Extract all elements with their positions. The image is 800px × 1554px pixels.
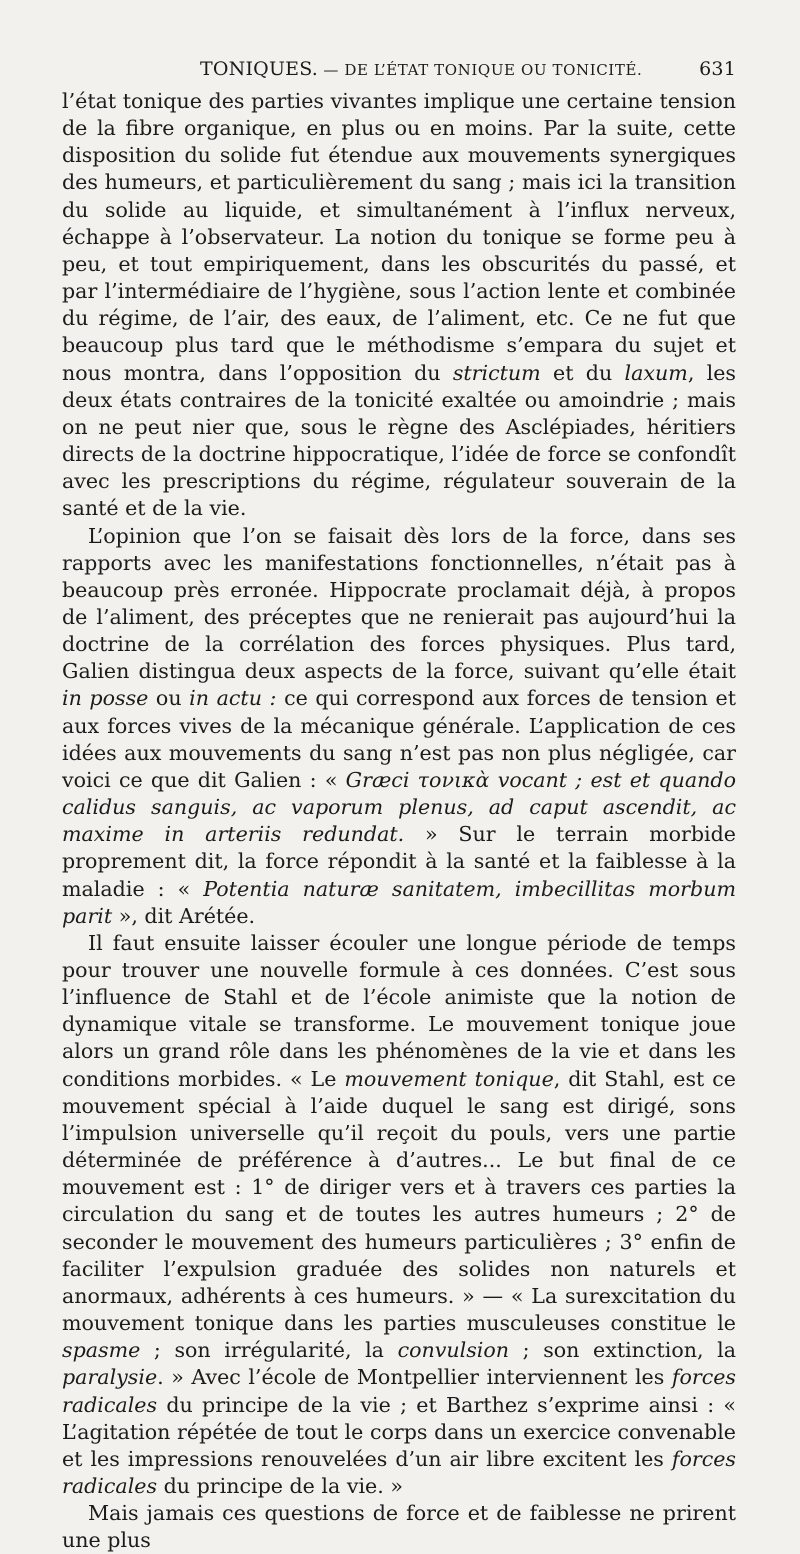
- running-title-subtitle: — DE L’ÉTAT TONIQUE OU TONICITÉ.: [318, 61, 643, 79]
- paragraph-2: [62, 523, 736, 930]
- text-run: ce qui correspond aux forces de tension et aux forces vives de la mécanique générale. L’application de ces idées aux mouvements du sang n’est pas non plus négligée, car voici ce que dit Galien : «: [62, 686, 736, 792]
- italic-run: in actu :: [189, 686, 277, 711]
- text-run: l’état tonique des parties vivantes implique une certaine tension de la fibre organique, en plus ou en moins. Par la suite, cette disposition du solide fut étendue aux mouvements synergiques des humeurs, et particulièrement du sang ; mais ici la transition du solide au liquide, et simultanément à l’influx nerveux, échappe à l’observateur. La notion du tonique se forme peu à peu, et tout empiriquement, dans les obscurités du passé, et par l’intermédiaire de l’hygiène, sous l’action lente et combinée du régime, de l’air, des eaux, de l’aliment, etc. Ce ne fut que beaucoup plus tard que le méthodisme s’empara du sujet et nous montra, dans l’opposition du: [62, 89, 736, 385]
- running-title: [200, 58, 642, 80]
- book-page: [62, 58, 736, 1554]
- text-run: » Sur le terrain morbide proprement dit, la force répondit à la santé et la faiblesse à la maladie : «: [62, 822, 736, 901]
- text-run: ; son extinction, la: [509, 1338, 737, 1363]
- text-run: du principe de la vie. »: [157, 1473, 403, 1498]
- paragraph-3: [62, 930, 736, 1500]
- text-run: », dit Arétée.: [112, 903, 256, 928]
- text-run: . » Avec l’école de Montpellier interviennent les: [157, 1365, 672, 1390]
- text-run: Mais jamais ces questions de force et de faiblesse ne prirent une plus: [62, 1501, 736, 1553]
- italic-run: in posse: [62, 686, 149, 711]
- italic-run: spasme: [62, 1338, 141, 1363]
- italic-run: forces radicales: [62, 1446, 736, 1498]
- text-run: L’opinion que l’on se faisait dès lors de la force, dans ses rapports avec les manifestations fonctionnelles, n’était pas à beaucoup près erronée. Hippocrate proclamait déjà, à propos de l’aliment, des préceptes que ne renierait pas aujourd’hui la doctrine de la corrélation des forces physiques. Plus tard, Galien distingua deux aspects de la force, suivant qu’elle était: [62, 523, 736, 684]
- text-run: Il faut ensuite laisser écouler une longue période de temps pour trouver une nouvelle formule à ces données. C’est sous l’influence de Stahl et de l’école animiste que la notion de dynamique vitale se transforme. Le mouvement tonique joue alors un grand rôle dans les phénomènes de la vie et dans les conditions morbides. « Le: [62, 930, 736, 1091]
- text-run: ou: [148, 686, 190, 711]
- italic-run: forces radicales: [62, 1365, 736, 1417]
- body-text: [62, 88, 736, 1554]
- paragraph-4: [62, 1500, 736, 1554]
- italic-run: convulsion: [397, 1338, 510, 1363]
- italic-run: Potentia naturæ sanitatem, imbecillitas morbum parit: [62, 876, 736, 928]
- text-run: ; son irrégularité, la: [140, 1338, 398, 1363]
- text-run: , dit Stahl, est ce mouvement spécial à l’aide duquel le sang est dirigé, sons l’impulsion universelle qu’il reçoit du pouls, vers une partie déterminée de préférence à d’autres... Le but final de ce mouvement est : 1° de diriger vers et à travers ces parties la circulation du sang et de toutes les autres humeurs ; 2° de seconder le mouvement des humeurs particulières ; 3° enfin de faciliter l’expulsion graduée des solides non naturels et anormaux, adhérents à ces humeurs. » — « La surexcitation du mouvement tonique dans les parties musculeuses constitue le: [62, 1066, 736, 1336]
- italic-run: mouvement tonique: [344, 1066, 554, 1091]
- italic-run: strictum: [452, 360, 541, 385]
- italic-run: Græci τονικὰ vocant ; est et quando calidus sanguis, ac vaporum plenus, ad caput ascendit, ac maxime in arteriis redundat.: [62, 767, 736, 847]
- running-title-main: TONIQUES.: [200, 58, 319, 80]
- italic-run: paralysie: [62, 1365, 158, 1390]
- paragraph-1: [62, 88, 736, 523]
- text-run: et du: [540, 360, 625, 385]
- running-header: [62, 58, 736, 88]
- text-run: du principe de la vie ; et Barthez s’exprime ainsi : « L’agitation répétée de tout le corps dans un exercice convenable et les impressions renouvelées d’un air libre excitent les: [62, 1392, 736, 1471]
- text-run: , les deux états contraires de la tonicité exaltée ou amoindrie ; mais on ne peut nier que, sous le règne des Asclépiades, héritiers directs de la doctrine hippocratique, l’idée de force se confondît avec les prescriptions du régime, régulateur souverain de la santé et de la vie.: [62, 360, 736, 521]
- page-number: 631: [699, 58, 736, 80]
- italic-run: laxum: [624, 360, 688, 385]
